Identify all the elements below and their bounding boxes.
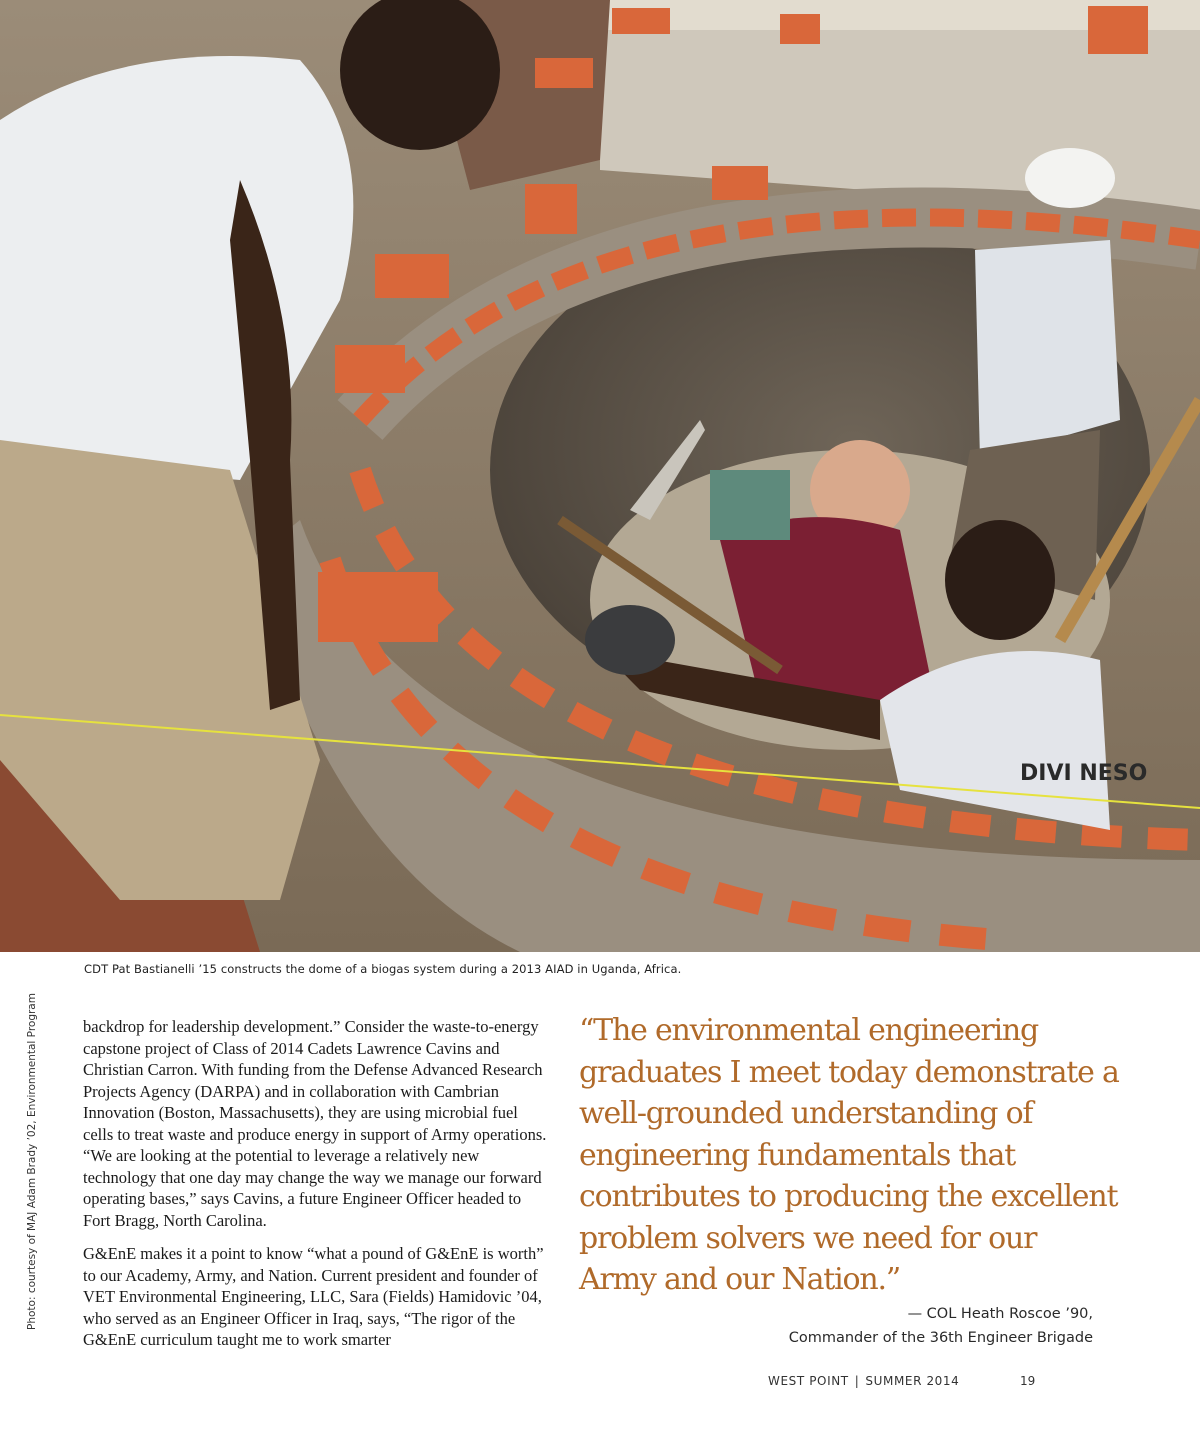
pull-quote-attribution [789,1302,1093,1350]
attribution-name: — COL Heath Roscoe ’90, [907,1306,1093,1322]
article-paragraph: G&EnE makes it a point to know “what a pound of G&EnE is worth” to our Academy, Army, and Nation. Current president and founder of VET Environmental Engineering, LLC, Sara (Fields) Hamidovic ’04, who served as an Engineer Officer in Iraq, says, “The rigor of the G&EnE curriculum taught me to work smarter [83,1244,544,1349]
footer-separator: | [854,1374,860,1388]
footer-issue: SUMMER 2014 [865,1374,960,1388]
photo-caption: CDT Pat Bastianelli ’15 constructs the dome of a biogas system during a 2013 AIAD in Uganda, Africa. [84,962,682,976]
article-paragraph: backdrop for leadership development.” Consider the waste-to-energy capstone project of Class of 2014 Cadets Lawrence Cavins and Christian Carron. With funding from the Defense Advanced Research Projects Agency (DARPA) and in collaboration with Cambrian Innovation (Boston, Massachusetts), they are using microbial fuel cells to treat waste and produce energy in support of Army operations. “We are looking at the potential to leverage a relatively new technology that one day may change the way we manage our forward operating bases,” says Cavins, a future Engineer Officer headed to Fort Bragg, North Carolina. [83,1017,547,1230]
article-body [83,1016,547,1363]
photo-credit: Photo: courtesy of MAJ Adam Brady ’02, Environmental Program [26,993,38,1330]
shirt-text: DIVI NESO [1020,761,1148,786]
footer-publication: WEST POINT [768,1374,849,1388]
attribution-title: Commander of the 36th Engineer Brigade [788,1330,1093,1346]
page-footer [768,1374,959,1388]
page-number: 19 [1020,1374,1036,1388]
pull-quote: “The environmental engineering graduates I meet today demonstrate a well-grounded understanding of engineering fundamentals that contributes to producing the excellent problem solvers we need for our Army and our Nation.” [579,1013,1119,1297]
